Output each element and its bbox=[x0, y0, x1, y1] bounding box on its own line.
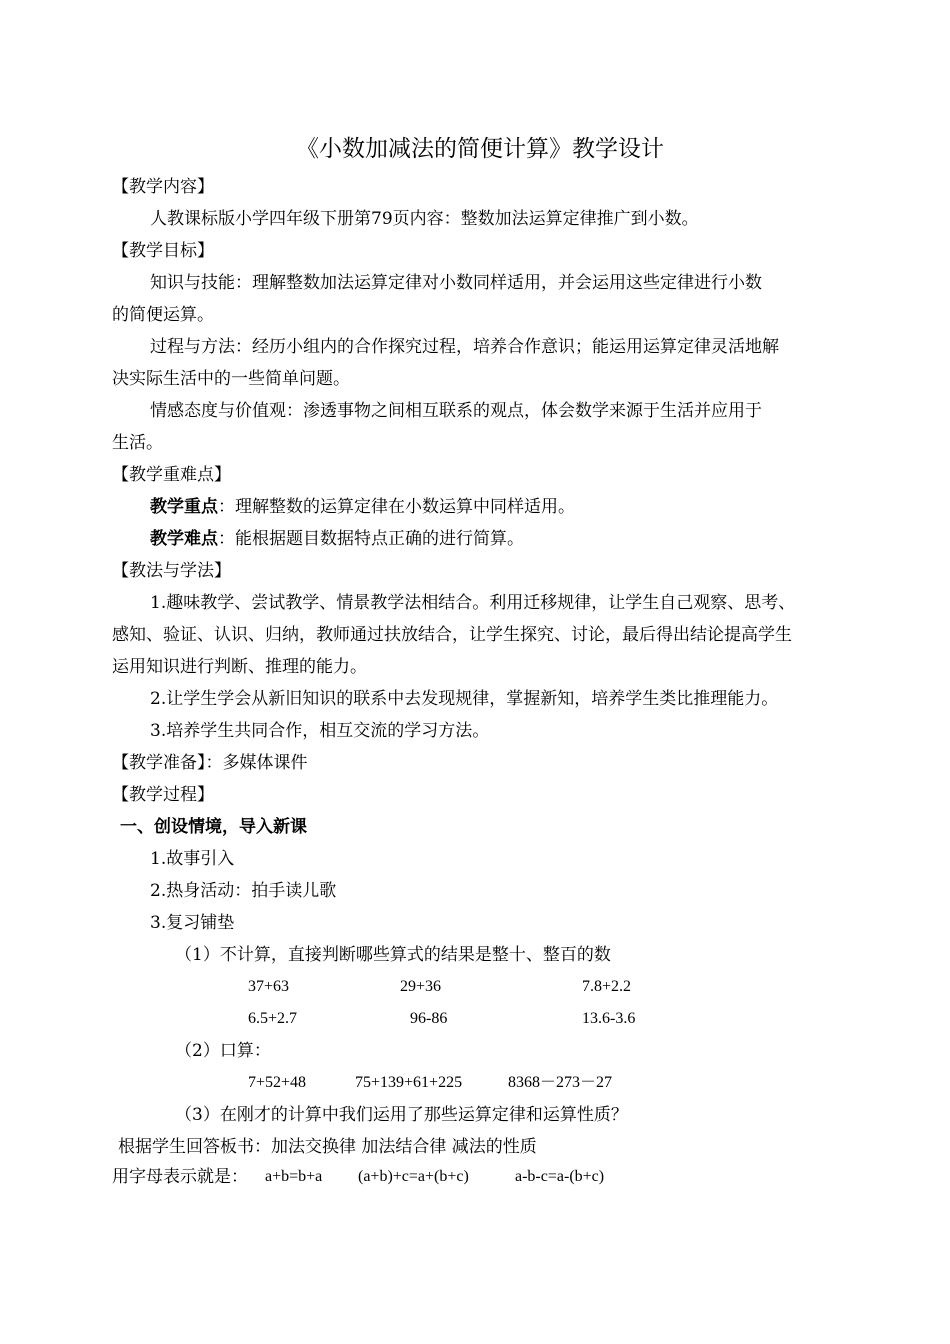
process-step-2: 2.热身活动：拍手读儿歌 bbox=[150, 881, 337, 901]
formula-commutative: a+b=b+a bbox=[265, 1168, 323, 1185]
method-1-line1: 1.趣味教学、尝试教学、情景教学法相结合。利用迁移规律，让学生自己观察、思考、 bbox=[150, 593, 796, 613]
method-1-line2: 感知、验证、认识、归纳，教师通过扶放结合，让学生探究、讨论，最后得出结论提高学生 bbox=[112, 625, 792, 645]
review-question-1: （1）不计算，直接判断哪些算式的结果是整十、整百的数 bbox=[175, 945, 611, 965]
method-3: 3.培养学生共同合作，相互交流的学习方法。 bbox=[150, 721, 490, 741]
goal-knowledge-line1: 知识与技能：理解整数加法运算定律对小数同样适用，并会运用这些定律进行小数 bbox=[150, 273, 762, 293]
board-notes: 根据学生回答板书：加法交换律 加法结合律 减法的性质 bbox=[118, 1137, 537, 1157]
expression: 96-86 bbox=[410, 1010, 448, 1027]
mental-math-item: 7+52+48 bbox=[248, 1074, 307, 1091]
process-section-1: 一、创设情境，导入新课 bbox=[120, 817, 307, 837]
goal-attitude-line1: 情感态度与价值观：渗透事物之间相互联系的观点，体会数学来源于生活并应用于 bbox=[150, 401, 762, 421]
heading-teaching-content: 【教学内容】 bbox=[112, 177, 214, 197]
expression: 29+36 bbox=[400, 978, 442, 995]
method-2: 2.让学生学会从新旧知识的联系中去发现规律，掌握新知，培养学生类比推理能力。 bbox=[150, 689, 779, 709]
expression: 7.8+2.2 bbox=[582, 978, 632, 995]
key-difficulty-label: 教学难点 bbox=[150, 529, 218, 549]
formula-associative: (a+b)+c=a+(b+c) bbox=[358, 1168, 469, 1185]
process-step-1: 1.故事引入 bbox=[150, 849, 235, 869]
heading-key-points: 【教学重难点】 bbox=[112, 465, 231, 485]
expression: 13.6-3.6 bbox=[582, 1010, 636, 1027]
goal-knowledge-line2: 的简便运算。 bbox=[112, 305, 214, 325]
key-focus-label: 教学重点 bbox=[150, 497, 218, 517]
mental-math-item: 75+139+61+225 bbox=[355, 1074, 463, 1091]
goal-attitude-line2: 生活。 bbox=[112, 433, 163, 453]
goal-process-line1: 过程与方法：经历小组内的合作探究过程，培养合作意识；能运用运算定律灵活地解 bbox=[150, 337, 779, 357]
review-question-3: （3）在刚才的计算中我们运用了那些运算定律和运算性质？ bbox=[175, 1105, 628, 1125]
expression: 37+63 bbox=[248, 978, 290, 995]
review-question-2: （2）口算： bbox=[175, 1041, 271, 1061]
key-focus bbox=[150, 496, 575, 518]
key-focus-text: ：理解整数的运算定律在小数运算中同样适用。 bbox=[218, 497, 575, 517]
goal-process-line2: 决实际生活中的一些简单问题。 bbox=[112, 369, 350, 389]
process-step-3: 3.复习铺垫 bbox=[150, 913, 235, 933]
preparation: 【教学准备】：多媒体课件 bbox=[112, 753, 308, 773]
heading-teaching-goals: 【教学目标】 bbox=[112, 241, 214, 261]
formula-label: 用字母表示就是： bbox=[112, 1167, 248, 1187]
key-difficulty-text: ：能根据题目数据特点正确的进行简算。 bbox=[218, 529, 524, 549]
mental-math-item: 8368－273－27 bbox=[508, 1074, 613, 1091]
heading-methods: 【教法与学法】 bbox=[112, 561, 231, 581]
document-title: 《小数加减法的简便计算》教学设计 bbox=[296, 136, 664, 162]
teaching-content-text: 人教课标版小学四年级下册第79页内容：整数加法运算定律推广到小数。 bbox=[150, 209, 699, 229]
expression: 6.5+2.7 bbox=[248, 1010, 298, 1027]
heading-process: 【教学过程】 bbox=[112, 785, 214, 805]
formula-subtraction: a-b-c=a-(b+c) bbox=[515, 1168, 605, 1185]
method-1-line3: 运用知识进行判断、推理的能力。 bbox=[112, 657, 367, 677]
key-difficulty bbox=[150, 528, 524, 550]
